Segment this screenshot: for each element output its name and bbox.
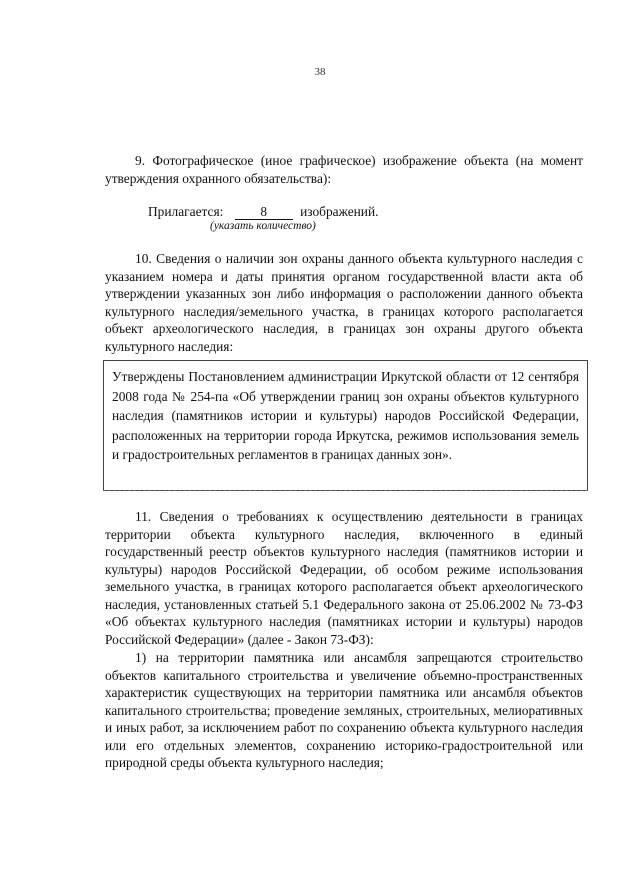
section-10-paragraph: 10. Сведения о наличии зон охраны данного объекта культурного наследия с указанием номера и даты принятия органом государственной власти акта об утверждении указанных зон либо информация о расположении данного объекта культурного наследия/земельного участка, в границах которого располагается объект археологического наследия, в границах зон охраны другого объекта культурного наследия:: [105, 251, 583, 354]
section-9-paragraph: 9. Фотографическое (иное графическое) изображение объекта (на момент утверждения охранного обязательства):: [105, 153, 583, 186]
attachment-hint: (указать количество): [210, 220, 316, 232]
attachment-suffix: изображений.: [300, 204, 379, 219]
item-1-paragraph: 1) на территории памятника или ансамбля запрещаются строительство объектов капитального строительства и увеличение объемно-пространственных характеристик существующих на территории памятника или ансамбля объектов капитального строительства; проведение земляных, строительных, мелиоративных и иных работ, за исключением работ по сохранению объекта культурного наследия или его отдельных элементов, сохранению историко-градостроительной или природной среды объекта культурного наследия;: [105, 650, 583, 770]
attachment-label: Прилагается:: [148, 204, 224, 219]
boxed-answer: [103, 360, 588, 491]
attachment-count: 8: [235, 205, 293, 220]
section-11-paragraph: 11. Сведения о требованиях к осуществлению деятельности в границах территории объекта культурного наследия, включенного в единый государственный реестр объектов культурного наследия (памятников истории и культуры) народов Российской Федерации, об особом режиме использования земельного участка, в границах которого располагается объект археологического наследия, установленных статьей 5.1 Федерального закона от 25.06.2002 № 73-ФЗ «Об объектах культурного наследия (памятниках истории и культуры) народов Российской Федерации» (далее - Закон 73-ФЗ):: [105, 509, 583, 647]
boxed-answer-text: Утверждены Постановлением администрации Иркутской области от 12 сентября 2008 года № 254-па «Об утверждении границ зон охраны объектов культурного наследия (памятников истории и культуры) народов Российской Федерации, расположенных на территории города Иркутска, режимов использования земель и градостроительных регламентов в границах данных зон».: [112, 369, 579, 462]
attachment-line: [148, 203, 378, 220]
page-number: 38: [314, 66, 326, 78]
